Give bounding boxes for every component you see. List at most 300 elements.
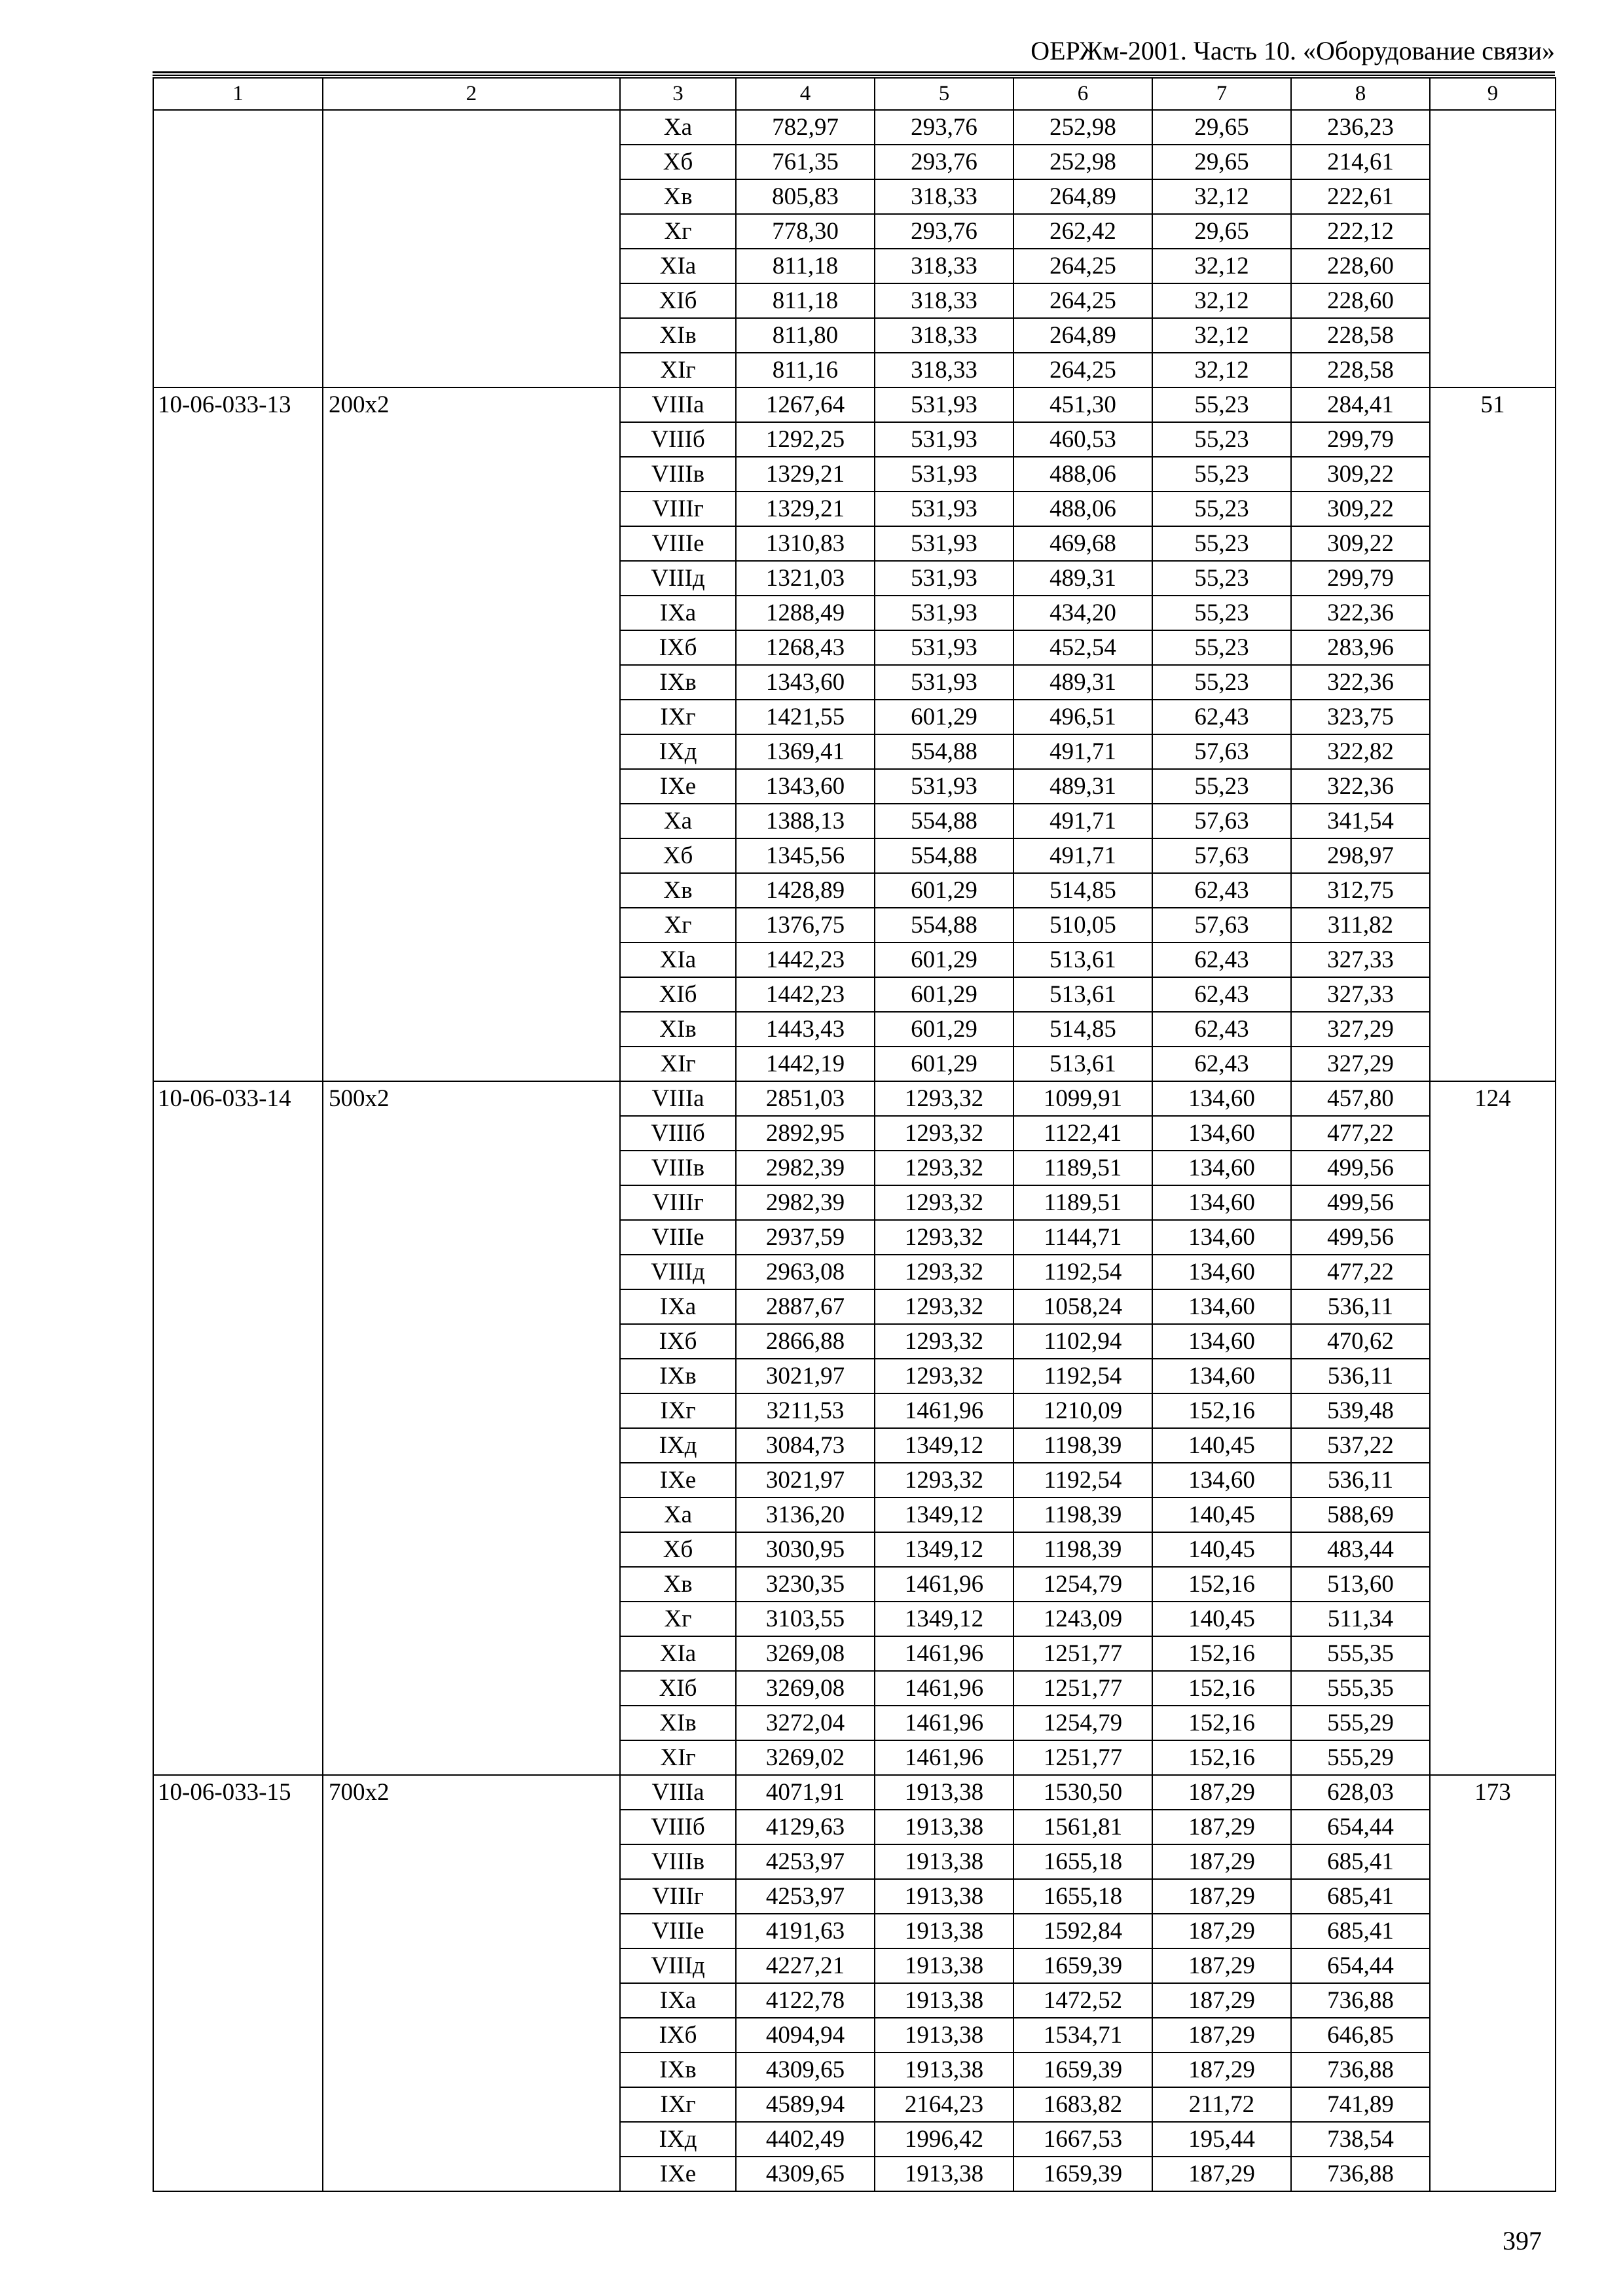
value-cell: 4122,78	[736, 1983, 875, 2018]
value-cell: 1683,82	[1013, 2087, 1152, 2122]
value-cell: 1058,24	[1013, 1289, 1152, 1324]
value-cell: 29,65	[1152, 214, 1291, 249]
value-cell: 29,65	[1152, 145, 1291, 179]
value-cell: 299,79	[1291, 422, 1430, 457]
table-row	[153, 387, 1556, 422]
value-cell: 140,45	[1152, 1532, 1291, 1567]
value-cell: 1349,12	[875, 1532, 1013, 1567]
value-cell: 531,93	[875, 665, 1013, 700]
value-cell: 134,60	[1152, 1151, 1291, 1185]
value-cell: 601,29	[875, 700, 1013, 734]
column-number: 1	[153, 78, 323, 110]
region-cell: Xa	[620, 1498, 736, 1532]
value-cell: 32,12	[1152, 318, 1291, 353]
region-cell: IXa	[620, 1983, 736, 2018]
value-cell: 1530,50	[1013, 1775, 1152, 1810]
value-cell: 496,51	[1013, 700, 1152, 734]
table-body	[153, 78, 1556, 2191]
value-cell: 327,29	[1291, 1012, 1430, 1047]
value-cell: 513,61	[1013, 942, 1152, 977]
value-cell: 1293,32	[875, 1116, 1013, 1151]
value-cell: 293,76	[875, 145, 1013, 179]
value-cell: 32,12	[1152, 179, 1291, 214]
value-cell: 513,61	[1013, 977, 1152, 1012]
weight-cell: 173	[1430, 1775, 1556, 2191]
value-cell: 57,63	[1152, 734, 1291, 769]
value-cell: 1293,32	[875, 1081, 1013, 1116]
value-cell: 4309,65	[736, 2053, 875, 2087]
rate-code: 10-06-033-14	[153, 1081, 323, 1775]
value-cell: 1293,32	[875, 1324, 1013, 1359]
value-cell: 134,60	[1152, 1463, 1291, 1498]
value-cell: 601,29	[875, 1012, 1013, 1047]
value-cell: 741,89	[1291, 2087, 1430, 2122]
region-cell: VIIIг	[620, 1879, 736, 1914]
value-cell: 1293,32	[875, 1463, 1013, 1498]
value-cell: 318,33	[875, 353, 1013, 387]
value-cell: 1996,42	[875, 2122, 1013, 2157]
value-cell: 3211,53	[736, 1393, 875, 1428]
value-cell: 187,29	[1152, 1948, 1291, 1983]
value-cell: 134,60	[1152, 1116, 1291, 1151]
value-cell: 554,88	[875, 908, 1013, 942]
value-cell: 555,29	[1291, 1740, 1430, 1775]
value-cell: 1913,38	[875, 1879, 1013, 1914]
value-cell: 537,22	[1291, 1428, 1430, 1463]
value-cell: 1655,18	[1013, 1879, 1152, 1914]
value-cell: 811,80	[736, 318, 875, 353]
value-cell: 491,71	[1013, 804, 1152, 838]
region-cell: VIIIд	[620, 1255, 736, 1289]
value-cell: 531,93	[875, 596, 1013, 630]
value-cell: 4129,63	[736, 1810, 875, 1844]
value-cell: 140,45	[1152, 1498, 1291, 1532]
region-cell: IXд	[620, 2122, 736, 2157]
value-cell: 778,30	[736, 214, 875, 249]
value-cell: 4071,91	[736, 1775, 875, 1810]
value-cell: 646,85	[1291, 2018, 1430, 2053]
value-cell: 134,60	[1152, 1081, 1291, 1116]
value-cell: 531,93	[875, 561, 1013, 596]
region-cell: XIв	[620, 1012, 736, 1047]
value-cell: 140,45	[1152, 1602, 1291, 1636]
value-cell: 187,29	[1152, 2053, 1291, 2087]
value-cell: 1310,83	[736, 526, 875, 561]
value-cell: 1376,75	[736, 908, 875, 942]
value-cell: 4402,49	[736, 2122, 875, 2157]
value-cell: 489,31	[1013, 665, 1152, 700]
value-cell: 228,60	[1291, 283, 1430, 318]
value-cell: 761,35	[736, 145, 875, 179]
value-cell: 1321,03	[736, 561, 875, 596]
value-cell: 1192,54	[1013, 1255, 1152, 1289]
region-cell: Xг	[620, 908, 736, 942]
value-cell: 252,98	[1013, 110, 1152, 145]
value-cell: 2851,03	[736, 1081, 875, 1116]
value-cell: 32,12	[1152, 249, 1291, 283]
value-cell: 1369,41	[736, 734, 875, 769]
value-cell: 264,25	[1013, 353, 1152, 387]
value-cell: 309,22	[1291, 526, 1430, 561]
value-cell: 1534,71	[1013, 2018, 1152, 2053]
value-cell: 2866,88	[736, 1324, 875, 1359]
value-cell: 1461,96	[875, 1706, 1013, 1740]
value-cell: 55,23	[1152, 769, 1291, 804]
value-cell: 298,97	[1291, 838, 1430, 873]
rate-code: 10-06-033-13	[153, 387, 323, 1081]
region-cell: Xв	[620, 1567, 736, 1602]
region-cell: IXб	[620, 1324, 736, 1359]
value-cell: 322,82	[1291, 734, 1430, 769]
region-cell: VIIIa	[620, 387, 736, 422]
value-cell: 1913,38	[875, 1983, 1013, 2018]
value-cell: 1913,38	[875, 2157, 1013, 2191]
value-cell: 452,54	[1013, 630, 1152, 665]
value-cell: 1428,89	[736, 873, 875, 908]
value-cell: 1442,19	[736, 1047, 875, 1081]
value-cell: 3084,73	[736, 1428, 875, 1463]
value-cell: 3269,02	[736, 1740, 875, 1775]
value-cell: 1293,32	[875, 1289, 1013, 1324]
value-cell: 1102,94	[1013, 1324, 1152, 1359]
value-cell: 685,41	[1291, 1844, 1430, 1879]
header-rule-thick	[153, 71, 1555, 73]
value-cell: 264,89	[1013, 318, 1152, 353]
value-cell: 1592,84	[1013, 1914, 1152, 1948]
value-cell: 457,80	[1291, 1081, 1430, 1116]
value-cell: 228,58	[1291, 318, 1430, 353]
value-cell: 214,61	[1291, 145, 1430, 179]
value-cell: 264,89	[1013, 179, 1152, 214]
value-cell: 1251,77	[1013, 1740, 1152, 1775]
region-cell: IXa	[620, 596, 736, 630]
region-cell: IXг	[620, 700, 736, 734]
value-cell: 322,36	[1291, 665, 1430, 700]
value-cell: 1293,32	[875, 1151, 1013, 1185]
value-cell: 1189,51	[1013, 1151, 1152, 1185]
value-cell: 327,33	[1291, 942, 1430, 977]
value-cell: 654,44	[1291, 1810, 1430, 1844]
table-row	[153, 1775, 1556, 1810]
value-cell: 1659,39	[1013, 2053, 1152, 2087]
region-cell: IXв	[620, 2053, 736, 2087]
region-cell: XIa	[620, 942, 736, 977]
value-cell: 1913,38	[875, 2053, 1013, 2087]
value-cell: 1099,91	[1013, 1081, 1152, 1116]
page-number: 397	[1503, 2226, 1542, 2255]
region-cell: XIб	[620, 1671, 736, 1706]
value-cell: 1251,77	[1013, 1671, 1152, 1706]
value-cell: 187,29	[1152, 1844, 1291, 1879]
value-cell: 1442,23	[736, 977, 875, 1012]
region-cell: Xa	[620, 110, 736, 145]
value-cell: 62,43	[1152, 977, 1291, 1012]
region-cell: Xб	[620, 145, 736, 179]
value-cell: 513,61	[1013, 1047, 1152, 1081]
region-cell: VIIIa	[620, 1775, 736, 1810]
value-cell: 1293,32	[875, 1359, 1013, 1393]
region-cell: XIв	[620, 318, 736, 353]
column-number: 9	[1430, 78, 1556, 110]
value-cell: 1198,39	[1013, 1532, 1152, 1567]
value-cell: 1288,49	[736, 596, 875, 630]
value-cell: 327,29	[1291, 1047, 1430, 1081]
value-cell: 1189,51	[1013, 1185, 1152, 1220]
value-cell: 539,48	[1291, 1393, 1430, 1428]
region-cell: XIб	[620, 977, 736, 1012]
value-cell: 293,76	[875, 214, 1013, 249]
value-cell: 62,43	[1152, 942, 1291, 977]
value-cell: 811,16	[736, 353, 875, 387]
value-cell: 499,56	[1291, 1151, 1430, 1185]
value-cell: 531,93	[875, 526, 1013, 561]
value-cell: 1144,71	[1013, 1220, 1152, 1255]
region-cell: IXд	[620, 734, 736, 769]
value-cell: 3103,55	[736, 1602, 875, 1636]
value-cell: 3021,97	[736, 1463, 875, 1498]
value-cell: 4191,63	[736, 1914, 875, 1948]
rate-code	[153, 110, 323, 387]
value-cell: 460,53	[1013, 422, 1152, 457]
value-cell: 555,35	[1291, 1636, 1430, 1671]
value-cell: 152,16	[1152, 1740, 1291, 1775]
value-cell: 1251,77	[1013, 1636, 1152, 1671]
value-cell: 318,33	[875, 318, 1013, 353]
value-cell: 477,22	[1291, 1116, 1430, 1151]
value-cell: 341,54	[1291, 804, 1430, 838]
value-cell: 187,29	[1152, 1810, 1291, 1844]
value-cell: 3230,35	[736, 1567, 875, 1602]
value-cell: 588,69	[1291, 1498, 1430, 1532]
value-cell: 1913,38	[875, 1914, 1013, 1948]
value-cell: 1192,54	[1013, 1463, 1152, 1498]
region-cell: VIIIe	[620, 1914, 736, 1948]
value-cell: 628,03	[1291, 1775, 1430, 1810]
value-cell: 1349,12	[875, 1602, 1013, 1636]
value-cell: 738,54	[1291, 2122, 1430, 2157]
region-cell: IXв	[620, 665, 736, 700]
value-cell: 1667,53	[1013, 2122, 1152, 2157]
header-rule-thin	[153, 75, 1555, 76]
region-cell: VIIIa	[620, 1081, 736, 1116]
rates-table	[153, 77, 1556, 2192]
region-cell: Xг	[620, 214, 736, 249]
value-cell: 134,60	[1152, 1185, 1291, 1220]
value-cell: 1254,79	[1013, 1706, 1152, 1740]
column-number: 2	[323, 78, 620, 110]
value-cell: 736,88	[1291, 2053, 1430, 2087]
region-cell: XIa	[620, 1636, 736, 1671]
rate-code: 10-06-033-15	[153, 1775, 323, 2191]
value-cell: 29,65	[1152, 110, 1291, 145]
value-cell: 1343,60	[736, 665, 875, 700]
value-cell: 4589,94	[736, 2087, 875, 2122]
value-cell: 187,29	[1152, 1983, 1291, 2018]
value-cell: 491,71	[1013, 838, 1152, 873]
value-cell: 1913,38	[875, 1844, 1013, 1879]
value-cell: 323,75	[1291, 700, 1430, 734]
value-cell: 1388,13	[736, 804, 875, 838]
value-cell: 1243,09	[1013, 1602, 1152, 1636]
value-cell: 554,88	[875, 804, 1013, 838]
value-cell: 434,20	[1013, 596, 1152, 630]
column-number: 4	[736, 78, 875, 110]
value-cell: 489,31	[1013, 769, 1152, 804]
value-cell: 536,11	[1291, 1463, 1430, 1498]
value-cell: 152,16	[1152, 1706, 1291, 1740]
value-cell: 514,85	[1013, 1012, 1152, 1047]
equipment-size: 200x2	[323, 387, 620, 1081]
value-cell: 1659,39	[1013, 1948, 1152, 1983]
value-cell: 1267,64	[736, 387, 875, 422]
value-cell: 510,05	[1013, 908, 1152, 942]
value-cell: 152,16	[1152, 1393, 1291, 1428]
value-cell: 654,44	[1291, 1948, 1430, 1983]
value-cell: 4309,65	[736, 2157, 875, 2191]
region-cell: Xб	[620, 1532, 736, 1567]
value-cell: 318,33	[875, 283, 1013, 318]
region-cell: IXe	[620, 2157, 736, 2191]
value-cell: 4227,21	[736, 1948, 875, 1983]
region-cell: XIг	[620, 1740, 736, 1775]
value-cell: 1329,21	[736, 457, 875, 492]
region-cell: VIIIг	[620, 492, 736, 526]
weight-cell: 124	[1430, 1081, 1556, 1775]
value-cell: 685,41	[1291, 1914, 1430, 1948]
value-cell: 152,16	[1152, 1636, 1291, 1671]
value-cell: 513,60	[1291, 1567, 1430, 1602]
value-cell: 228,58	[1291, 353, 1430, 387]
value-cell: 311,82	[1291, 908, 1430, 942]
region-cell: VIIIв	[620, 1151, 736, 1185]
value-cell: 536,11	[1291, 1289, 1430, 1324]
value-cell: 1268,43	[736, 630, 875, 665]
value-cell: 62,43	[1152, 700, 1291, 734]
region-cell: VIIIб	[620, 1116, 736, 1151]
value-cell: 55,23	[1152, 492, 1291, 526]
value-cell: 140,45	[1152, 1428, 1291, 1463]
value-cell: 222,12	[1291, 214, 1430, 249]
value-cell: 264,25	[1013, 283, 1152, 318]
value-cell: 4094,94	[736, 2018, 875, 2053]
region-cell: XIг	[620, 1047, 736, 1081]
value-cell: 322,36	[1291, 769, 1430, 804]
value-cell: 32,12	[1152, 353, 1291, 387]
value-cell: 531,93	[875, 457, 1013, 492]
value-cell: 514,85	[1013, 873, 1152, 908]
weight-cell: 51	[1430, 387, 1556, 1081]
value-cell: 1913,38	[875, 1775, 1013, 1810]
region-cell: IXe	[620, 1463, 736, 1498]
value-cell: 531,93	[875, 630, 1013, 665]
value-cell: 55,23	[1152, 422, 1291, 457]
value-cell: 187,29	[1152, 2018, 1291, 2053]
value-cell: 1349,12	[875, 1428, 1013, 1463]
value-cell: 312,75	[1291, 873, 1430, 908]
value-cell: 1421,55	[736, 700, 875, 734]
equipment-size: 700x2	[323, 1775, 620, 2191]
value-cell: 601,29	[875, 977, 1013, 1012]
value-cell: 499,56	[1291, 1220, 1430, 1255]
value-cell: 1198,39	[1013, 1498, 1152, 1532]
value-cell: 1461,96	[875, 1671, 1013, 1706]
value-cell: 1254,79	[1013, 1567, 1152, 1602]
value-cell: 1461,96	[875, 1636, 1013, 1671]
value-cell: 195,44	[1152, 2122, 1291, 2157]
value-cell: 187,29	[1152, 1879, 1291, 1914]
value-cell: 2937,59	[736, 1220, 875, 1255]
value-cell: 62,43	[1152, 1012, 1291, 1047]
value-cell: 3021,97	[736, 1359, 875, 1393]
value-cell: 1192,54	[1013, 1359, 1152, 1393]
value-cell: 1461,96	[875, 1393, 1013, 1428]
value-cell: 1293,32	[875, 1185, 1013, 1220]
column-number-row	[153, 78, 1556, 110]
value-cell: 488,06	[1013, 457, 1152, 492]
column-number: 3	[620, 78, 736, 110]
value-cell: 736,88	[1291, 2157, 1430, 2191]
value-cell: 55,23	[1152, 526, 1291, 561]
value-cell: 228,60	[1291, 249, 1430, 283]
value-cell: 1329,21	[736, 492, 875, 526]
region-cell: XIa	[620, 249, 736, 283]
value-cell: 152,16	[1152, 1671, 1291, 1706]
region-cell: IXe	[620, 769, 736, 804]
value-cell: 451,30	[1013, 387, 1152, 422]
value-cell: 2892,95	[736, 1116, 875, 1151]
column-number: 6	[1013, 78, 1152, 110]
value-cell: 299,79	[1291, 561, 1430, 596]
region-cell: Xг	[620, 1602, 736, 1636]
value-cell: 2963,08	[736, 1255, 875, 1289]
value-cell: 531,93	[875, 492, 1013, 526]
value-cell: 3136,20	[736, 1498, 875, 1532]
value-cell: 283,96	[1291, 630, 1430, 665]
value-cell: 322,36	[1291, 596, 1430, 630]
value-cell: 1442,23	[736, 942, 875, 977]
value-cell: 470,62	[1291, 1324, 1430, 1359]
value-cell: 262,42	[1013, 214, 1152, 249]
value-cell: 152,16	[1152, 1567, 1291, 1602]
value-cell: 32,12	[1152, 283, 1291, 318]
value-cell: 1343,60	[736, 769, 875, 804]
value-cell: 1293,32	[875, 1255, 1013, 1289]
table-row	[153, 1081, 1556, 1116]
region-cell: VIIIв	[620, 457, 736, 492]
value-cell: 1345,56	[736, 838, 875, 873]
region-cell: VIIIб	[620, 1810, 736, 1844]
value-cell: 1659,39	[1013, 2157, 1152, 2191]
value-cell: 134,60	[1152, 1220, 1291, 1255]
value-cell: 211,72	[1152, 2087, 1291, 2122]
value-cell: 2982,39	[736, 1185, 875, 1220]
value-cell: 477,22	[1291, 1255, 1430, 1289]
value-cell: 57,63	[1152, 804, 1291, 838]
value-cell: 318,33	[875, 249, 1013, 283]
value-cell: 685,41	[1291, 1879, 1430, 1914]
value-cell: 2887,67	[736, 1289, 875, 1324]
value-cell: 1210,09	[1013, 1393, 1152, 1428]
value-cell: 309,22	[1291, 457, 1430, 492]
value-cell: 511,34	[1291, 1602, 1430, 1636]
region-cell: XIб	[620, 283, 736, 318]
value-cell: 3030,95	[736, 1532, 875, 1567]
value-cell: 4253,97	[736, 1844, 875, 1879]
value-cell: 1443,43	[736, 1012, 875, 1047]
value-cell: 483,44	[1291, 1532, 1430, 1567]
region-cell: IXг	[620, 2087, 736, 2122]
value-cell: 491,71	[1013, 734, 1152, 769]
